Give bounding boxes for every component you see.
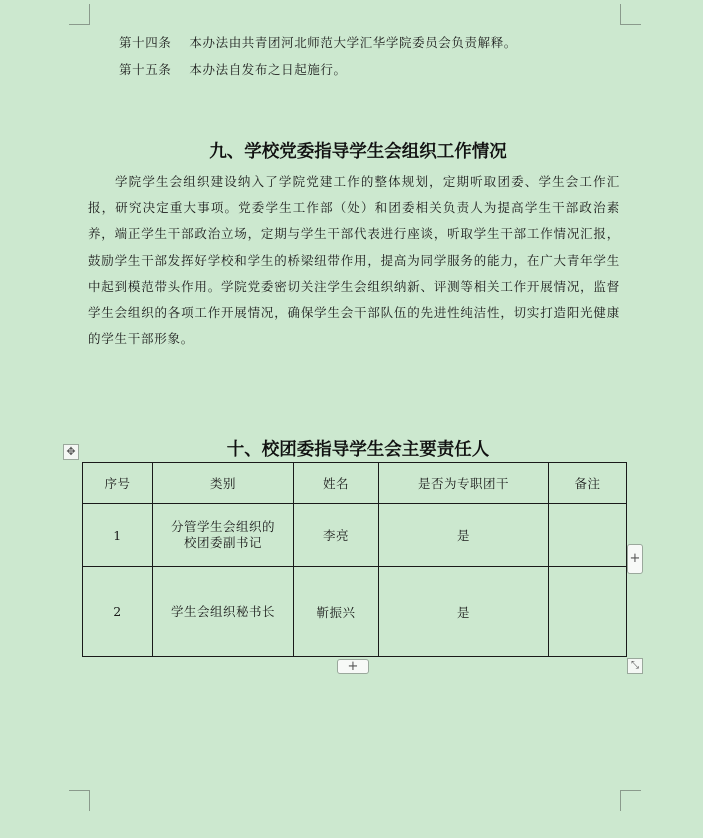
table-resize-handle[interactable] [627,658,643,674]
cell-category [153,567,294,657]
header-cell-category: 类别 [153,463,294,504]
cell-no: 2 [83,567,153,657]
page-corner-mark [69,4,90,25]
category-line: 校团委副书记 [183,535,262,550]
section-9-title: 九、学校党委指导学生会组织工作情况 [209,142,507,162]
table-row [83,567,627,657]
category-line: 学生会组织秘书长 [170,603,275,619]
plus-icon: + [347,659,359,674]
add-row-button[interactable] [337,659,369,674]
resize-icon: ⤡ [631,660,639,671]
table-move-handle[interactable] [63,444,79,460]
add-column-button[interactable] [627,544,643,574]
article-14 [119,33,517,51]
section-10-title: 十、校团委指导学生会主要责任人 [226,440,490,460]
category-line: 分管学生会组织的 [170,519,275,534]
page-corner-mark [620,790,641,811]
table-header-row [83,463,627,504]
cell-name: 靳振兴 [294,567,379,657]
article-text: 本办法由共青团河北师范大学汇华学院委员会负责解释。 [189,35,517,50]
plus-icon: + [629,551,641,566]
cell-note [549,567,627,657]
responsible-persons-table [82,462,627,657]
header-cell-note: 备注 [549,463,627,504]
cell-no: 1 [83,504,153,567]
section-9-paragraph: 学院学生会组织建设纳入了学院党建工作的整体规划，定期听取团委、学生会工作汇报，研究决定重大事项。党委学生工作部（处）和团委相关负责人为提高学生干部政治素养，端正学生干部政治立场，定期与学生干部代表进行座谈，听取学生干部工作情况汇报，鼓励学生干部发挥好学校和学生的桥梁纽带作用，提高为同学服务的能力，在广大青年学生中起到模范带头作用。学院党委密切关注学生会组织纳新、评测等相关工作开展情况，监督学生会组织的各项工作开展情况，确保学生会干部队伍的先进性纯洁性，切实打造阳光健康的学生干部形象。 [88,174,620,347]
article-15 [119,60,347,78]
page-corner-mark [620,4,641,25]
cell-note [549,504,627,567]
article-text: 本办法自发布之日起施行。 [189,62,347,77]
cell-fulltime: 是 [379,504,549,567]
table-row [83,504,627,567]
move-icon: ✥ [66,445,76,458]
cell-fulltime: 是 [379,567,549,657]
article-number: 第十五条 [119,62,172,77]
cell-name: 李亮 [294,504,379,567]
cell-category [153,504,294,567]
header-cell-name: 姓名 [294,463,379,504]
header-cell-fulltime: 是否为专职团干 [379,463,549,504]
page-corner-mark [69,790,90,811]
article-number: 第十四条 [119,35,172,50]
header-cell-no: 序号 [83,463,153,504]
